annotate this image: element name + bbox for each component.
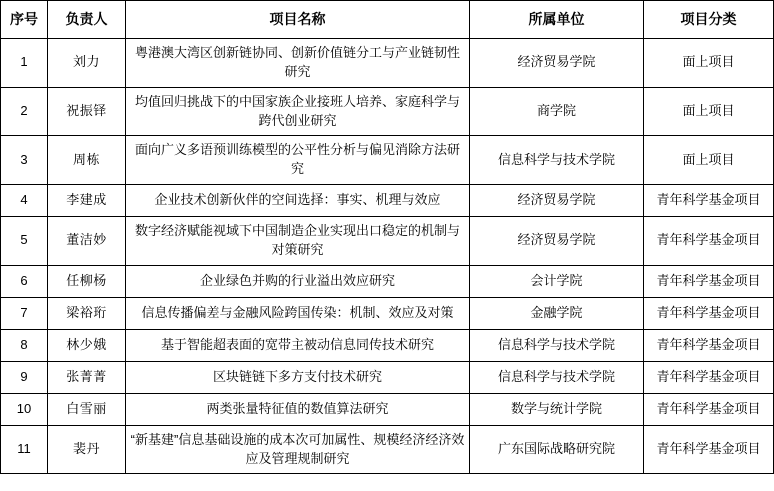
column-header-leader: 负责人 — [48, 1, 126, 39]
table-row — [1, 425, 774, 474]
table-header-row — [1, 1, 774, 39]
column-header-title: 项目名称 — [126, 1, 470, 39]
cell-category: 青年科学基金项目 — [644, 185, 774, 217]
cell-leader: 周栋 — [48, 136, 126, 185]
cell-leader: 张菁菁 — [48, 361, 126, 393]
cell-unit: 金融学院 — [470, 297, 644, 329]
cell-unit: 会计学院 — [470, 265, 644, 297]
cell-category: 青年科学基金项目 — [644, 425, 774, 474]
column-header-category: 项目分类 — [644, 1, 774, 39]
cell-seq: 3 — [1, 136, 48, 185]
cell-category: 青年科学基金项目 — [644, 265, 774, 297]
cell-title: 信息传播偏差与金融风险跨国传染：机制、效应及对策 — [126, 297, 470, 329]
cell-leader: 任柳杨 — [48, 265, 126, 297]
cell-seq: 5 — [1, 217, 48, 266]
column-header-unit: 所属单位 — [470, 1, 644, 39]
table-row — [1, 393, 774, 425]
cell-category: 青年科学基金项目 — [644, 329, 774, 361]
table-row — [1, 265, 774, 297]
table-row — [1, 217, 774, 266]
cell-category: 青年科学基金项目 — [644, 217, 774, 266]
cell-unit: 信息科学与技术学院 — [470, 329, 644, 361]
table-row — [1, 87, 774, 136]
cell-category: 面上项目 — [644, 39, 774, 88]
cell-leader: 梁裕珩 — [48, 297, 126, 329]
table-row — [1, 136, 774, 185]
cell-leader: 董洁妙 — [48, 217, 126, 266]
table-row — [1, 297, 774, 329]
table-row — [1, 329, 774, 361]
cell-leader: 白雪丽 — [48, 393, 126, 425]
cell-unit: 信息科学与技术学院 — [470, 136, 644, 185]
cell-seq: 7 — [1, 297, 48, 329]
cell-title: 均值回归挑战下的中国家族企业接班人培养、家庭科学与跨代创业研究 — [126, 87, 470, 136]
column-header-seq: 序号 — [1, 1, 48, 39]
cell-seq: 2 — [1, 87, 48, 136]
cell-unit: 信息科学与技术学院 — [470, 361, 644, 393]
cell-title: “新基建”信息基础设施的成本次可加属性、规模经济经济效应及管理规制研究 — [126, 425, 470, 474]
cell-unit: 数学与统计学院 — [470, 393, 644, 425]
cell-seq: 10 — [1, 393, 48, 425]
cell-title: 区块链链下多方支付技术研究 — [126, 361, 470, 393]
table-body — [1, 39, 774, 474]
cell-leader: 李建成 — [48, 185, 126, 217]
cell-category: 面上项目 — [644, 87, 774, 136]
cell-unit: 广东国际战略研究院 — [470, 425, 644, 474]
cell-seq: 11 — [1, 425, 48, 474]
cell-seq: 8 — [1, 329, 48, 361]
cell-unit: 经济贸易学院 — [470, 217, 644, 266]
cell-seq: 9 — [1, 361, 48, 393]
cell-title: 面向广义多语预训练模型的公平性分析与偏见消除方法研究 — [126, 136, 470, 185]
cell-category: 面上项目 — [644, 136, 774, 185]
cell-seq: 1 — [1, 39, 48, 88]
cell-title: 企业绿色并购的行业溢出效应研究 — [126, 265, 470, 297]
cell-seq: 4 — [1, 185, 48, 217]
cell-unit: 经济贸易学院 — [470, 39, 644, 88]
cell-category: 青年科学基金项目 — [644, 361, 774, 393]
table-row — [1, 39, 774, 88]
cell-title: 企业技术创新伙伴的空间选择：事实、机理与效应 — [126, 185, 470, 217]
table-header — [1, 1, 774, 39]
cell-category: 青年科学基金项目 — [644, 393, 774, 425]
cell-seq: 6 — [1, 265, 48, 297]
cell-title: 基于智能超表面的宽带主被动信息同传技术研究 — [126, 329, 470, 361]
cell-leader: 林少娥 — [48, 329, 126, 361]
cell-title: 数字经济赋能视域下中国制造企业实现出口稳定的机制与对策研究 — [126, 217, 470, 266]
cell-title: 粤港澳大湾区创新链协同、创新价值链分工与产业链韧性研究 — [126, 39, 470, 88]
table-row — [1, 185, 774, 217]
cell-leader: 裴丹 — [48, 425, 126, 474]
cell-unit: 商学院 — [470, 87, 644, 136]
cell-unit: 经济贸易学院 — [470, 185, 644, 217]
cell-title: 两类张量特征值的数值算法研究 — [126, 393, 470, 425]
cell-category: 青年科学基金项目 — [644, 297, 774, 329]
table-row — [1, 361, 774, 393]
cell-leader: 祝振铎 — [48, 87, 126, 136]
cell-leader: 刘力 — [48, 39, 126, 88]
